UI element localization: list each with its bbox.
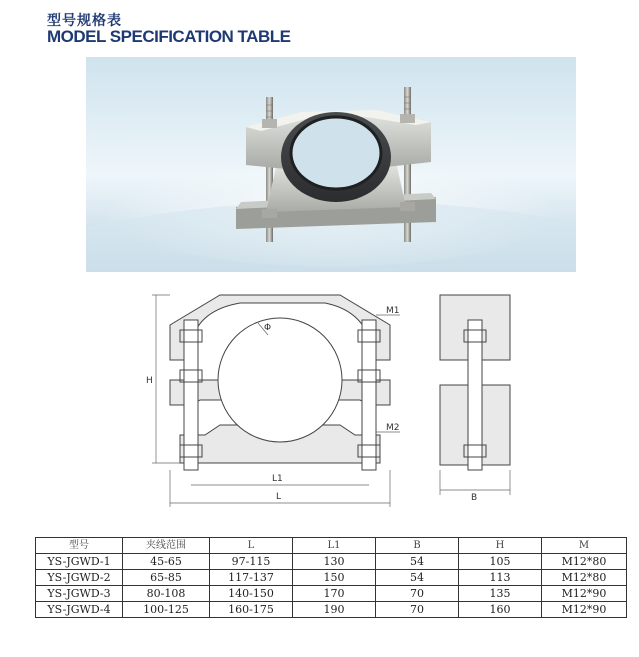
drawing-label-b: B xyxy=(471,493,478,503)
cell-m: M12*80 xyxy=(542,570,627,586)
product-photo xyxy=(86,57,576,272)
cell-l: 97-115 xyxy=(210,554,293,570)
spec-table xyxy=(35,537,627,618)
header-clamp-range: 夹线范围 xyxy=(123,538,210,554)
cell-m: M12*90 xyxy=(542,602,627,618)
cell-l: 160-175 xyxy=(210,602,293,618)
cell-b: 54 xyxy=(376,570,459,586)
cell-l1: 170 xyxy=(293,586,376,602)
drawing-label-phi: Φ xyxy=(264,323,272,333)
header-model: 型号 xyxy=(36,538,123,554)
drawing-label-m2: M2 xyxy=(386,423,400,433)
cell-l: 140-150 xyxy=(210,586,293,602)
cell-clamp-range: 100-125 xyxy=(123,602,210,618)
cell-m: M12*80 xyxy=(542,554,627,570)
cell-clamp-range: 65-85 xyxy=(123,570,210,586)
cell-l1: 190 xyxy=(293,602,376,618)
cell-clamp-range: 45-65 xyxy=(123,554,210,570)
page-title-en: MODEL SPECIFICATION TABLE xyxy=(47,27,291,46)
header-b: B xyxy=(376,538,459,554)
cell-h: 105 xyxy=(459,554,542,570)
header-l1: L1 xyxy=(293,538,376,554)
table-row xyxy=(36,586,627,602)
cell-l1: 130 xyxy=(293,554,376,570)
table-row xyxy=(36,570,627,586)
cell-m: M12*90 xyxy=(542,586,627,602)
drawing-label-l: L xyxy=(276,492,282,502)
table-header-row xyxy=(36,538,627,554)
table-row xyxy=(36,554,627,570)
drawing-label-m1: M1 xyxy=(386,306,400,316)
table-row xyxy=(36,602,627,618)
cell-model: YS-JGWD-2 xyxy=(36,570,123,586)
cell-h: 160 xyxy=(459,602,542,618)
cell-b: 70 xyxy=(376,602,459,618)
cell-model: YS-JGWD-4 xyxy=(36,602,123,618)
drawing-label-h: H xyxy=(146,376,153,386)
cell-l: 117-137 xyxy=(210,570,293,586)
cell-h: 113 xyxy=(459,570,542,586)
cell-model: YS-JGWD-1 xyxy=(36,554,123,570)
cell-l1: 150 xyxy=(293,570,376,586)
cell-h: 135 xyxy=(459,586,542,602)
header-l: L xyxy=(210,538,293,554)
cell-b: 70 xyxy=(376,586,459,602)
cell-b: 54 xyxy=(376,554,459,570)
cell-model: YS-JGWD-3 xyxy=(36,586,123,602)
technical-drawing xyxy=(140,285,530,517)
header-h: H xyxy=(459,538,542,554)
cell-clamp-range: 80-108 xyxy=(123,586,210,602)
drawing-label-l1: L1 xyxy=(272,474,283,484)
page-title-cn: 型号规格表 xyxy=(47,13,122,29)
header-m: M xyxy=(542,538,627,554)
